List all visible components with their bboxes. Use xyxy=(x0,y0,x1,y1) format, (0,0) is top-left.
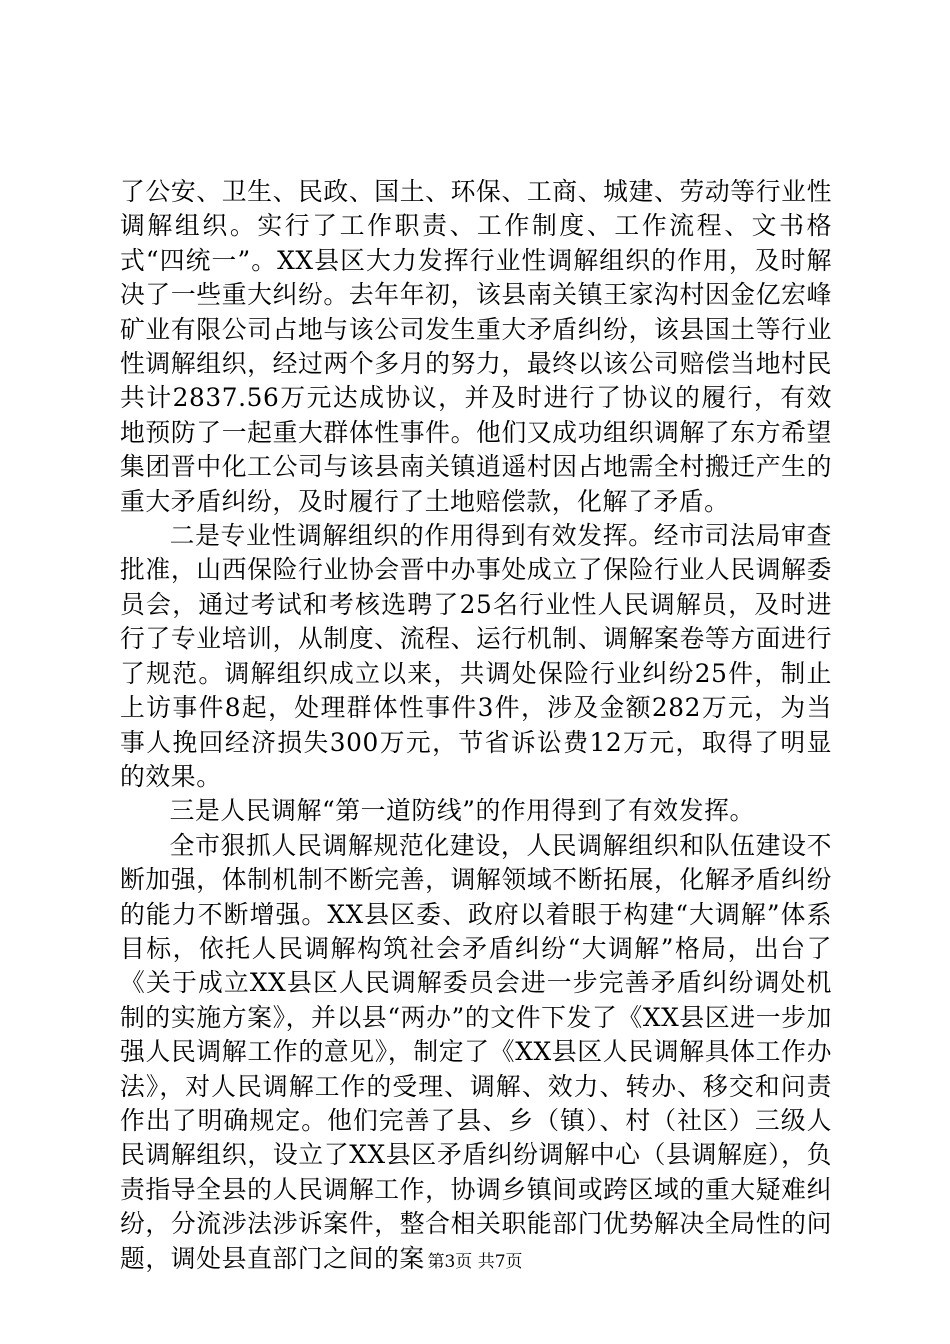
paragraph-mediation-standardization: 全市狠抓人民调解规范化建设，人民调解组织和队伍建设不断加强，体制机制不断完善，调解领域不断拓展，化解矛盾纠纷的能力不断增强。XX县区委、政府以着眼于构建“大调解”体系目标，依托人民调解构筑社会矛盾纠纷“大调解”格局，出台了《关于成立XX县区人民调解委员会进一步完善矛盾纠纷调处机制的实施方案》，并以县“两办”的文件下发了《XX县区进一步加强人民调解工作的意见》，制定了《XX县区人民调解具体工作办法》，对人民调解工作的受理、调解、效力、转办、移交和问责作出了明确规定。他们完善了县、乡（镇）、村（社区）三级人民调解组织，设立了XX县区矛盾纠纷调解中心（县调解庭），负责指导全县的人民调解工作，协调乡镇间或跨区域的重大疑难纠纷，分流涉法涉诉案件，整合相关职能部门优势解决全局性的问题，调处县直部门之间的案 xyxy=(120,830,832,1273)
paragraph-continuation: 了公安、卫生、民政、国土、环保、工商、城建、劳动等行业性调解组织。实行了工作职责、工作制度、工作流程、文书格式“四统一”。XX县区大力发挥行业性调解组织的作用，及时解决了一些重大纠纷。去年年初，该县南关镇王家沟村因金亿宏峰矿业有限公司占地与该公司发生重大矛盾纠纷，该县国土等行业性调解组织，经过两个多月的努力，最终以该公司赔偿当地村民共计2837.56万元达成协议，并及时进行了协议的履行，有效地预防了一起重大群体性事件。他们又成功组织调解了东方希望集团晋中化工公司与该县南关镇逍遥村因占地需全村搬迁产生的重大矛盾纠纷，及时履行了土地赔偿款，化解了矛盾。 xyxy=(120,177,832,516)
document-body xyxy=(120,175,832,1276)
page-number-footer: 第3页 共7页 xyxy=(427,1252,523,1272)
paragraph-first-line-defense: 三是人民调解“第一道防线”的作用得到了有效发挥。 xyxy=(169,796,755,826)
paragraph-professional-mediation: 二是专业性调解组织的作用得到有效发挥。经市司法局审查批准，山西保险行业协会晋中办事处成立了保险行业人民调解委员会，通过考试和考核选聘了25名行业性人民调解员，及时进行了专业培训，从制度、流程、运行机制、调解案卷等方面进行了规范。调解组织成立以来，共调处保险行业纠纷25件，制止上访事件8起，处理群体性事件3件，涉及金额282万元，为当事人挽回经济损失300万元，节省诉讼费12万元，取得了明显的效果。 xyxy=(120,521,832,791)
